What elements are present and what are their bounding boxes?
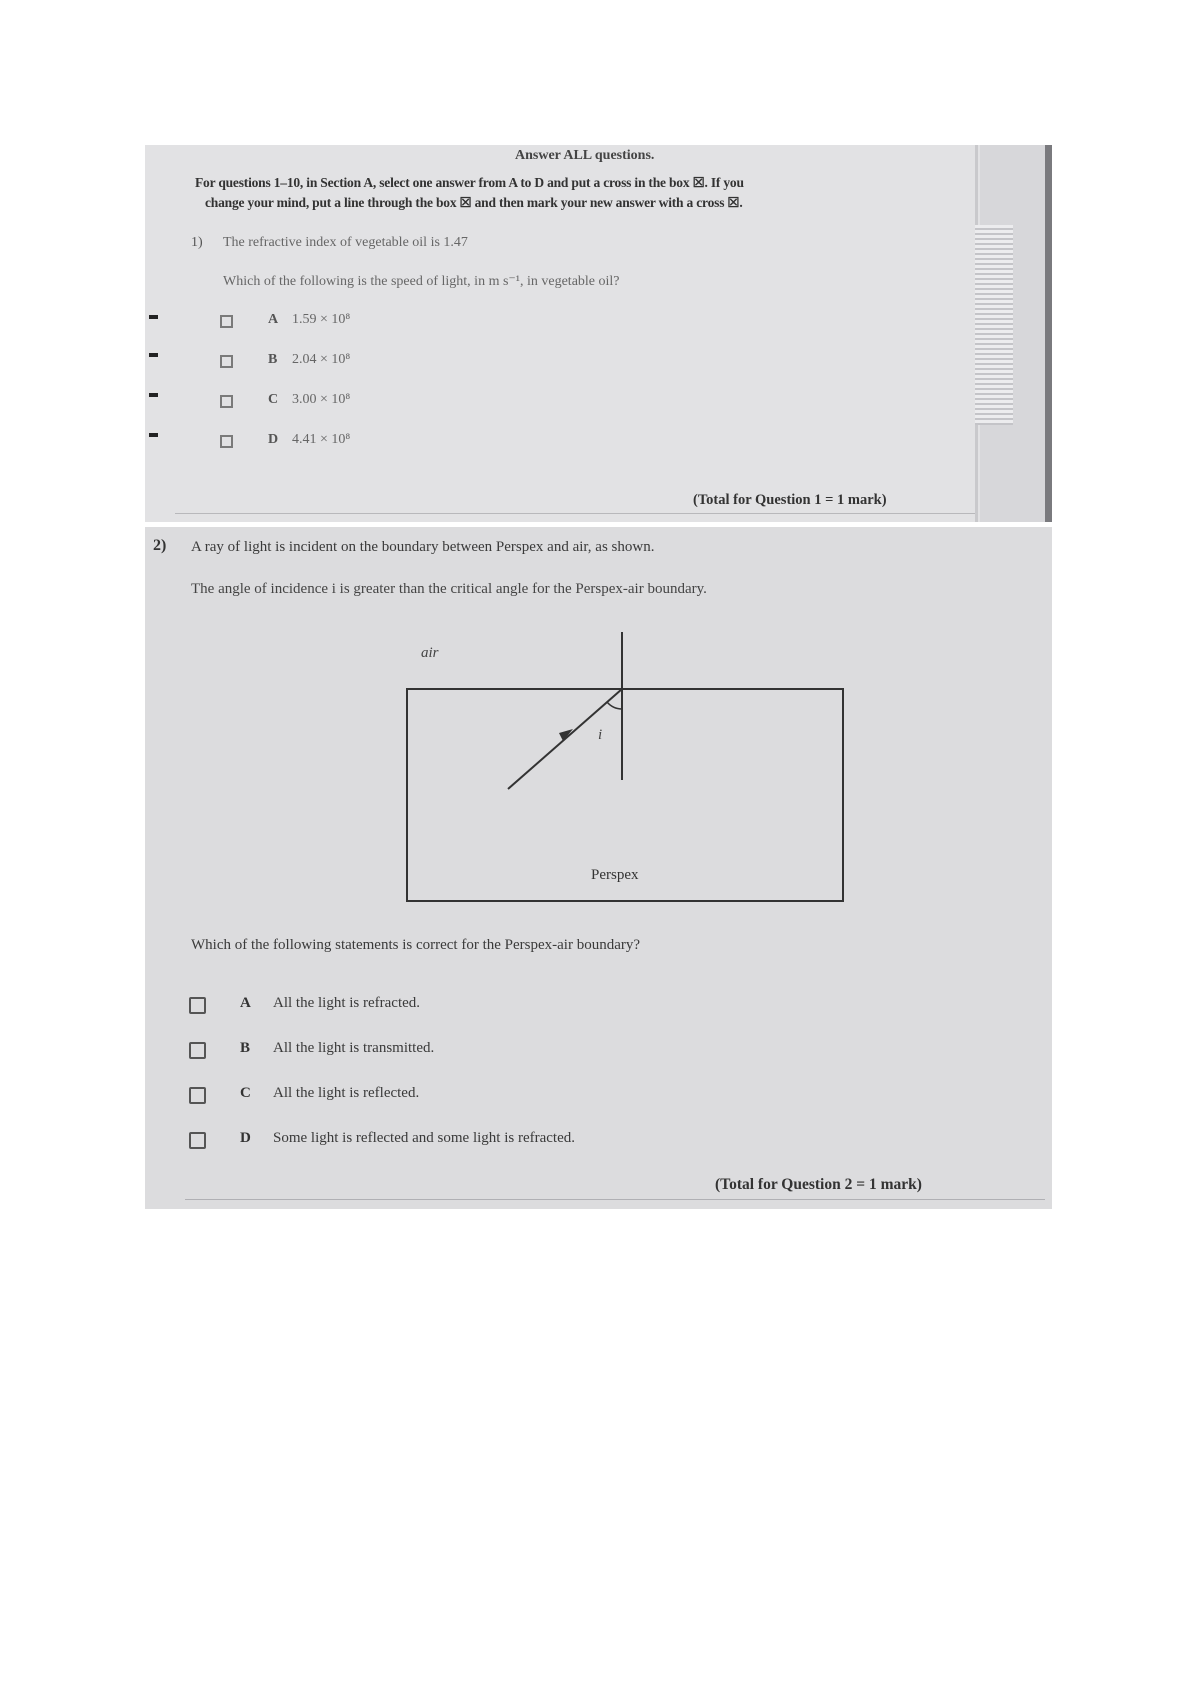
answer-checkbox[interactable]	[189, 1042, 206, 1059]
question-divider	[185, 1199, 1045, 1200]
question-number: 1)	[191, 235, 203, 250]
question-1-total: (Total for Question 1 = 1 mark)	[693, 492, 887, 508]
answer-checkbox[interactable]	[189, 997, 206, 1014]
option-letter: A	[268, 312, 279, 327]
option-text: 4.41 × 10⁸	[292, 432, 351, 447]
refraction-diagram	[145, 527, 1052, 1209]
option-letter: A	[240, 995, 251, 1011]
angle-arc	[607, 702, 622, 709]
option-letter: B	[240, 1040, 251, 1056]
question-prompt: Which of the following statements is correct for the Perspex-air boundary?	[191, 937, 641, 953]
option-text: 2.04 × 10⁸	[292, 352, 351, 367]
question-stem: The refractive index of vegetable oil is 1.47	[223, 235, 468, 250]
option-text: All the light is transmitted.	[273, 1040, 435, 1056]
incident-ray	[508, 689, 622, 789]
option-text: 1.59 × 10⁸	[292, 312, 351, 327]
option-letter: C	[268, 392, 279, 407]
perspex-label: Perspex	[591, 867, 639, 883]
instructions-line-1: For questions 1–10, in Section A, select one answer from A to D and put a cross in the box ☒. If you	[195, 175, 744, 190]
option-text: All the light is refracted.	[273, 995, 421, 1011]
option-letter: B	[268, 352, 278, 367]
option-text: 3.00 × 10⁸	[292, 392, 351, 407]
instructions-line-2: change your mind, put a line through the box ☒ and then mark your new answer with a cross ☒.	[205, 195, 743, 210]
option-letter: C	[240, 1085, 251, 1101]
option-letter: D	[240, 1130, 251, 1146]
question-stem: A ray of light is incident on the boundary between Perspex and air, as shown.	[191, 539, 655, 555]
margin-mark	[149, 353, 158, 357]
answer-checkbox[interactable]	[220, 435, 233, 448]
question-number: 2)	[153, 537, 167, 554]
question-1-photo	[145, 145, 1052, 522]
barcode-strip	[975, 225, 1013, 425]
question-divider	[175, 513, 975, 514]
air-label: air	[421, 645, 439, 661]
answer-checkbox[interactable]	[220, 315, 233, 328]
question-prompt: Which of the following is the speed of light, in m s⁻¹, in vegetable oil?	[223, 274, 620, 289]
option-letter: D	[268, 432, 279, 447]
option-text: Some light is reflected and some light is refracted.	[273, 1130, 575, 1146]
answer-checkbox[interactable]	[189, 1087, 206, 1104]
angle-label: i	[598, 727, 603, 743]
margin-mark	[149, 393, 158, 397]
answer-checkbox[interactable]	[220, 395, 233, 408]
answer-checkbox[interactable]	[220, 355, 233, 368]
answer-checkbox[interactable]	[189, 1132, 206, 1149]
question-2-total: (Total for Question 2 = 1 mark)	[715, 1176, 922, 1193]
margin-mark	[149, 315, 158, 319]
question-stem-2: The angle of incidence i is greater than the critical angle for the Perspex-air boundary.	[191, 581, 707, 597]
option-text: All the light is reflected.	[273, 1085, 420, 1101]
question-2-photo	[145, 527, 1052, 1209]
page-edge-shadow	[1045, 145, 1052, 522]
margin-mark	[149, 433, 158, 437]
answer-all-heading: Answer ALL questions.	[515, 148, 655, 163]
